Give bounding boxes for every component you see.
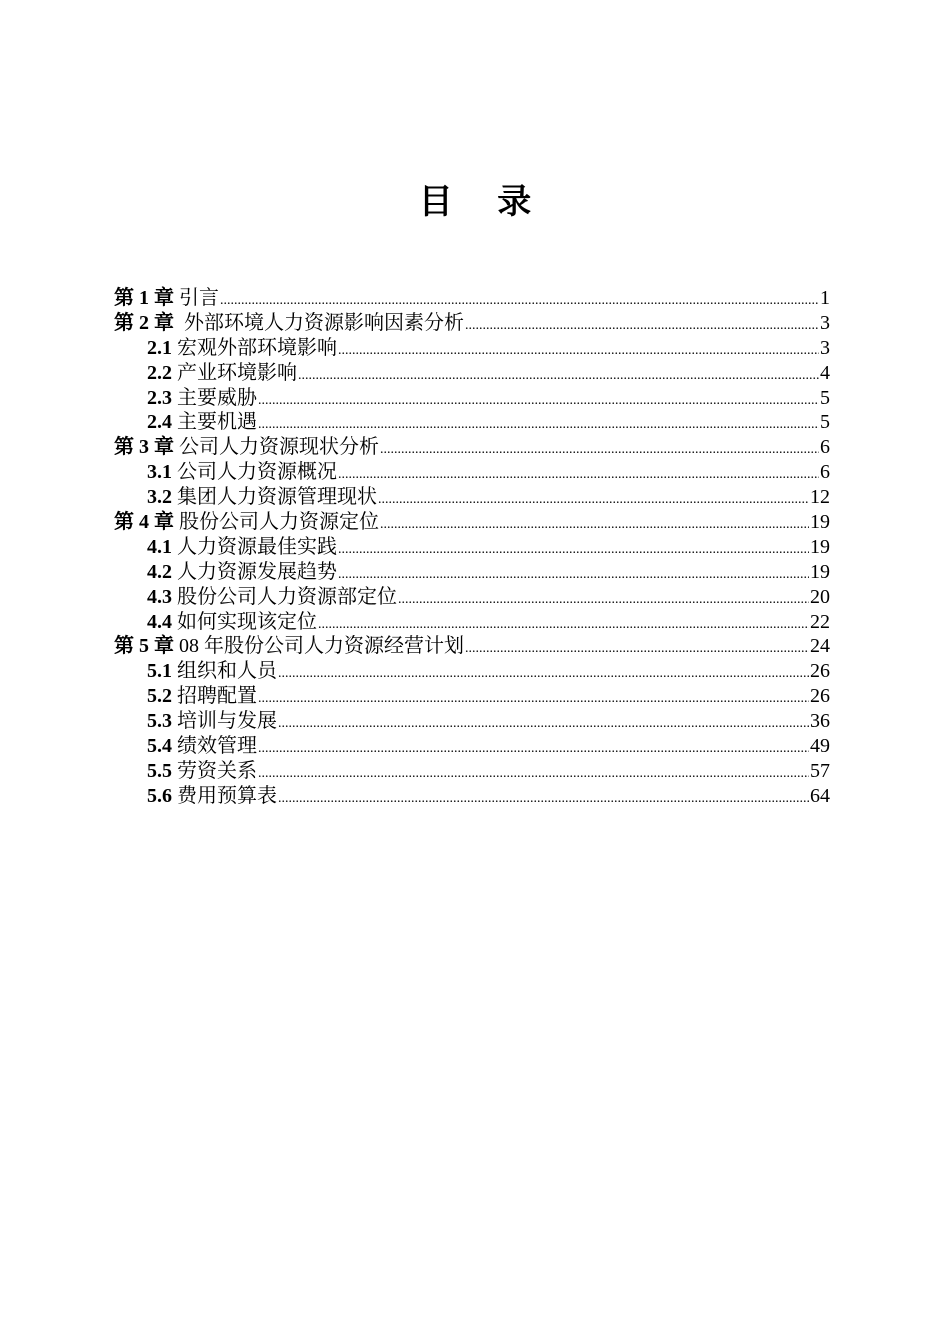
- toc-leader-dots: [378, 488, 809, 510]
- toc-page-number: 20: [810, 585, 830, 608]
- toc-entry-title: 人力资源发展趋势: [177, 560, 337, 583]
- toc-page-number: 12: [810, 486, 830, 509]
- toc-entry-title: 08 年股份公司人力资源经营计划: [179, 635, 464, 658]
- toc-entry-number: 4.1: [147, 535, 172, 558]
- toc-entry-title: 集团人力资源管理现状: [177, 486, 377, 509]
- toc-page-number: 36: [810, 710, 830, 733]
- toc-page-number: 26: [810, 685, 830, 708]
- toc-entry[interactable]: [114, 361, 830, 386]
- toc-leader-dots: [465, 637, 809, 659]
- toc-leader-dots: [338, 463, 819, 485]
- toc-entry[interactable]: [114, 410, 830, 435]
- toc-entry[interactable]: [114, 311, 830, 336]
- toc-page-number: 22: [810, 610, 830, 633]
- toc-leader-dots: [258, 737, 809, 759]
- toc-entry-number: 第 3 章: [114, 436, 174, 459]
- toc-entry-title: 主要威胁: [177, 386, 257, 409]
- toc-entry[interactable]: [114, 709, 830, 734]
- toc-entry[interactable]: [114, 610, 830, 635]
- toc-entry-number: 4.4: [147, 610, 172, 633]
- toc-entry-title: 绩效管理: [177, 735, 257, 758]
- toc-leader-dots: [380, 513, 809, 535]
- toc-page-number: 1: [820, 287, 830, 309]
- toc-entry-number: 5.6: [147, 784, 172, 807]
- toc-entry-number: 3.2: [147, 486, 172, 509]
- toc-entry-number: 5.2: [147, 685, 172, 708]
- toc-entry-title: 人力资源最佳实践: [177, 535, 337, 558]
- toc-entry-title: 外部环境人力资源影响因素分析: [179, 311, 464, 334]
- toc-entry[interactable]: [114, 585, 830, 610]
- toc-page-number: 6: [820, 436, 830, 459]
- toc-leader-dots: [278, 662, 809, 684]
- toc-entry-number: 2.1: [147, 336, 172, 359]
- toc-title: 目 录: [418, 184, 550, 221]
- toc-leader-dots: [338, 339, 819, 361]
- toc-leader-dots: [338, 538, 809, 560]
- toc-leader-dots: [220, 289, 819, 311]
- toc-entry[interactable]: [114, 386, 830, 411]
- toc-entry-number: 5.3: [147, 710, 172, 733]
- toc-entry[interactable]: [114, 510, 830, 535]
- toc-page-number: 3: [820, 311, 830, 334]
- toc-page-number: 19: [810, 560, 830, 583]
- toc-entry-number: 5.4: [147, 735, 172, 758]
- toc-page-number: 3: [820, 336, 830, 359]
- toc-leader-dots: [380, 438, 819, 460]
- toc-leader-dots: [318, 613, 809, 635]
- toc-entry[interactable]: [114, 460, 830, 485]
- toc-entry[interactable]: [114, 759, 830, 784]
- toc-entry[interactable]: [114, 535, 830, 560]
- toc-entry[interactable]: [114, 634, 830, 659]
- toc-entry[interactable]: [114, 435, 830, 460]
- toc-entry-title: 股份公司人力资源部定位: [177, 585, 397, 608]
- toc-leader-dots: [398, 588, 809, 610]
- toc-leader-dots: [278, 787, 809, 809]
- toc-entry-title: 培训与发展: [177, 710, 277, 733]
- toc-entry-number: 第 5 章: [114, 635, 174, 658]
- toc-entry[interactable]: [114, 560, 830, 585]
- toc-entry[interactable]: [114, 659, 830, 684]
- toc-leader-dots: [258, 389, 819, 411]
- toc-page-number: 57: [810, 759, 830, 782]
- toc-entry[interactable]: [114, 734, 830, 759]
- toc-page-number: 6: [820, 461, 830, 484]
- toc-entry-number: 第 4 章: [114, 511, 174, 534]
- toc-entry-number: 2.4: [147, 411, 172, 434]
- toc-entry[interactable]: [114, 336, 830, 361]
- toc-entry-title: 公司人力资源概况: [177, 461, 337, 484]
- toc-entry-number: 4.2: [147, 560, 172, 583]
- toc-entry[interactable]: [114, 485, 830, 510]
- toc-entry-number: 第 1 章: [114, 287, 174, 309]
- toc-page-number: 24: [810, 635, 830, 658]
- toc-entry-title: 招聘配置: [177, 685, 257, 708]
- toc-page-number: 5: [820, 386, 830, 409]
- toc-page-number: 64: [810, 784, 830, 807]
- toc-leader-dots: [258, 762, 809, 784]
- toc-entry[interactable]: [114, 684, 830, 709]
- toc-page-number: 4: [820, 361, 830, 384]
- toc-page-number: 49: [810, 735, 830, 758]
- toc-page-number: 26: [810, 660, 830, 683]
- table-of-contents: [114, 286, 830, 809]
- toc-entry-number: 5.5: [147, 759, 172, 782]
- toc-entry-number: 3.1: [147, 461, 172, 484]
- toc-page-number: 19: [810, 535, 830, 558]
- toc-entry-number: 2.3: [147, 386, 172, 409]
- toc-leader-dots: [278, 712, 809, 734]
- toc-entry-title: 主要机遇: [177, 411, 257, 434]
- toc-entry-title: 劳资关系: [177, 759, 257, 782]
- toc-page-number: 5: [820, 411, 830, 434]
- toc-leader-dots: [258, 413, 819, 435]
- toc-entry-title: 股份公司人力资源定位: [179, 511, 379, 534]
- toc-entry-title: 费用预算表: [177, 784, 277, 807]
- toc-entry-title: 如何实现该定位: [177, 610, 317, 633]
- toc-page-number: 19: [810, 511, 830, 534]
- toc-entry-number: 5.1: [147, 660, 172, 683]
- toc-entry-number: 4.3: [147, 585, 172, 608]
- toc-entry[interactable]: [114, 286, 830, 311]
- toc-leader-dots: [338, 563, 809, 585]
- toc-leader-dots: [465, 314, 819, 336]
- toc-entry-title: 产业环境影响: [177, 361, 297, 384]
- toc-entry[interactable]: [114, 784, 830, 809]
- toc-leader-dots: [258, 687, 809, 709]
- toc-entry-title: 引言: [179, 287, 219, 309]
- toc-leader-dots: [298, 364, 819, 386]
- toc-entry-number: 2.2: [147, 361, 172, 384]
- toc-entry-title: 组织和人员: [177, 660, 277, 683]
- toc-entry-title: 宏观外部环境影响: [177, 336, 337, 359]
- toc-entry-title: 公司人力资源现状分析: [179, 436, 379, 459]
- toc-entry-number: 第 2 章: [114, 311, 174, 334]
